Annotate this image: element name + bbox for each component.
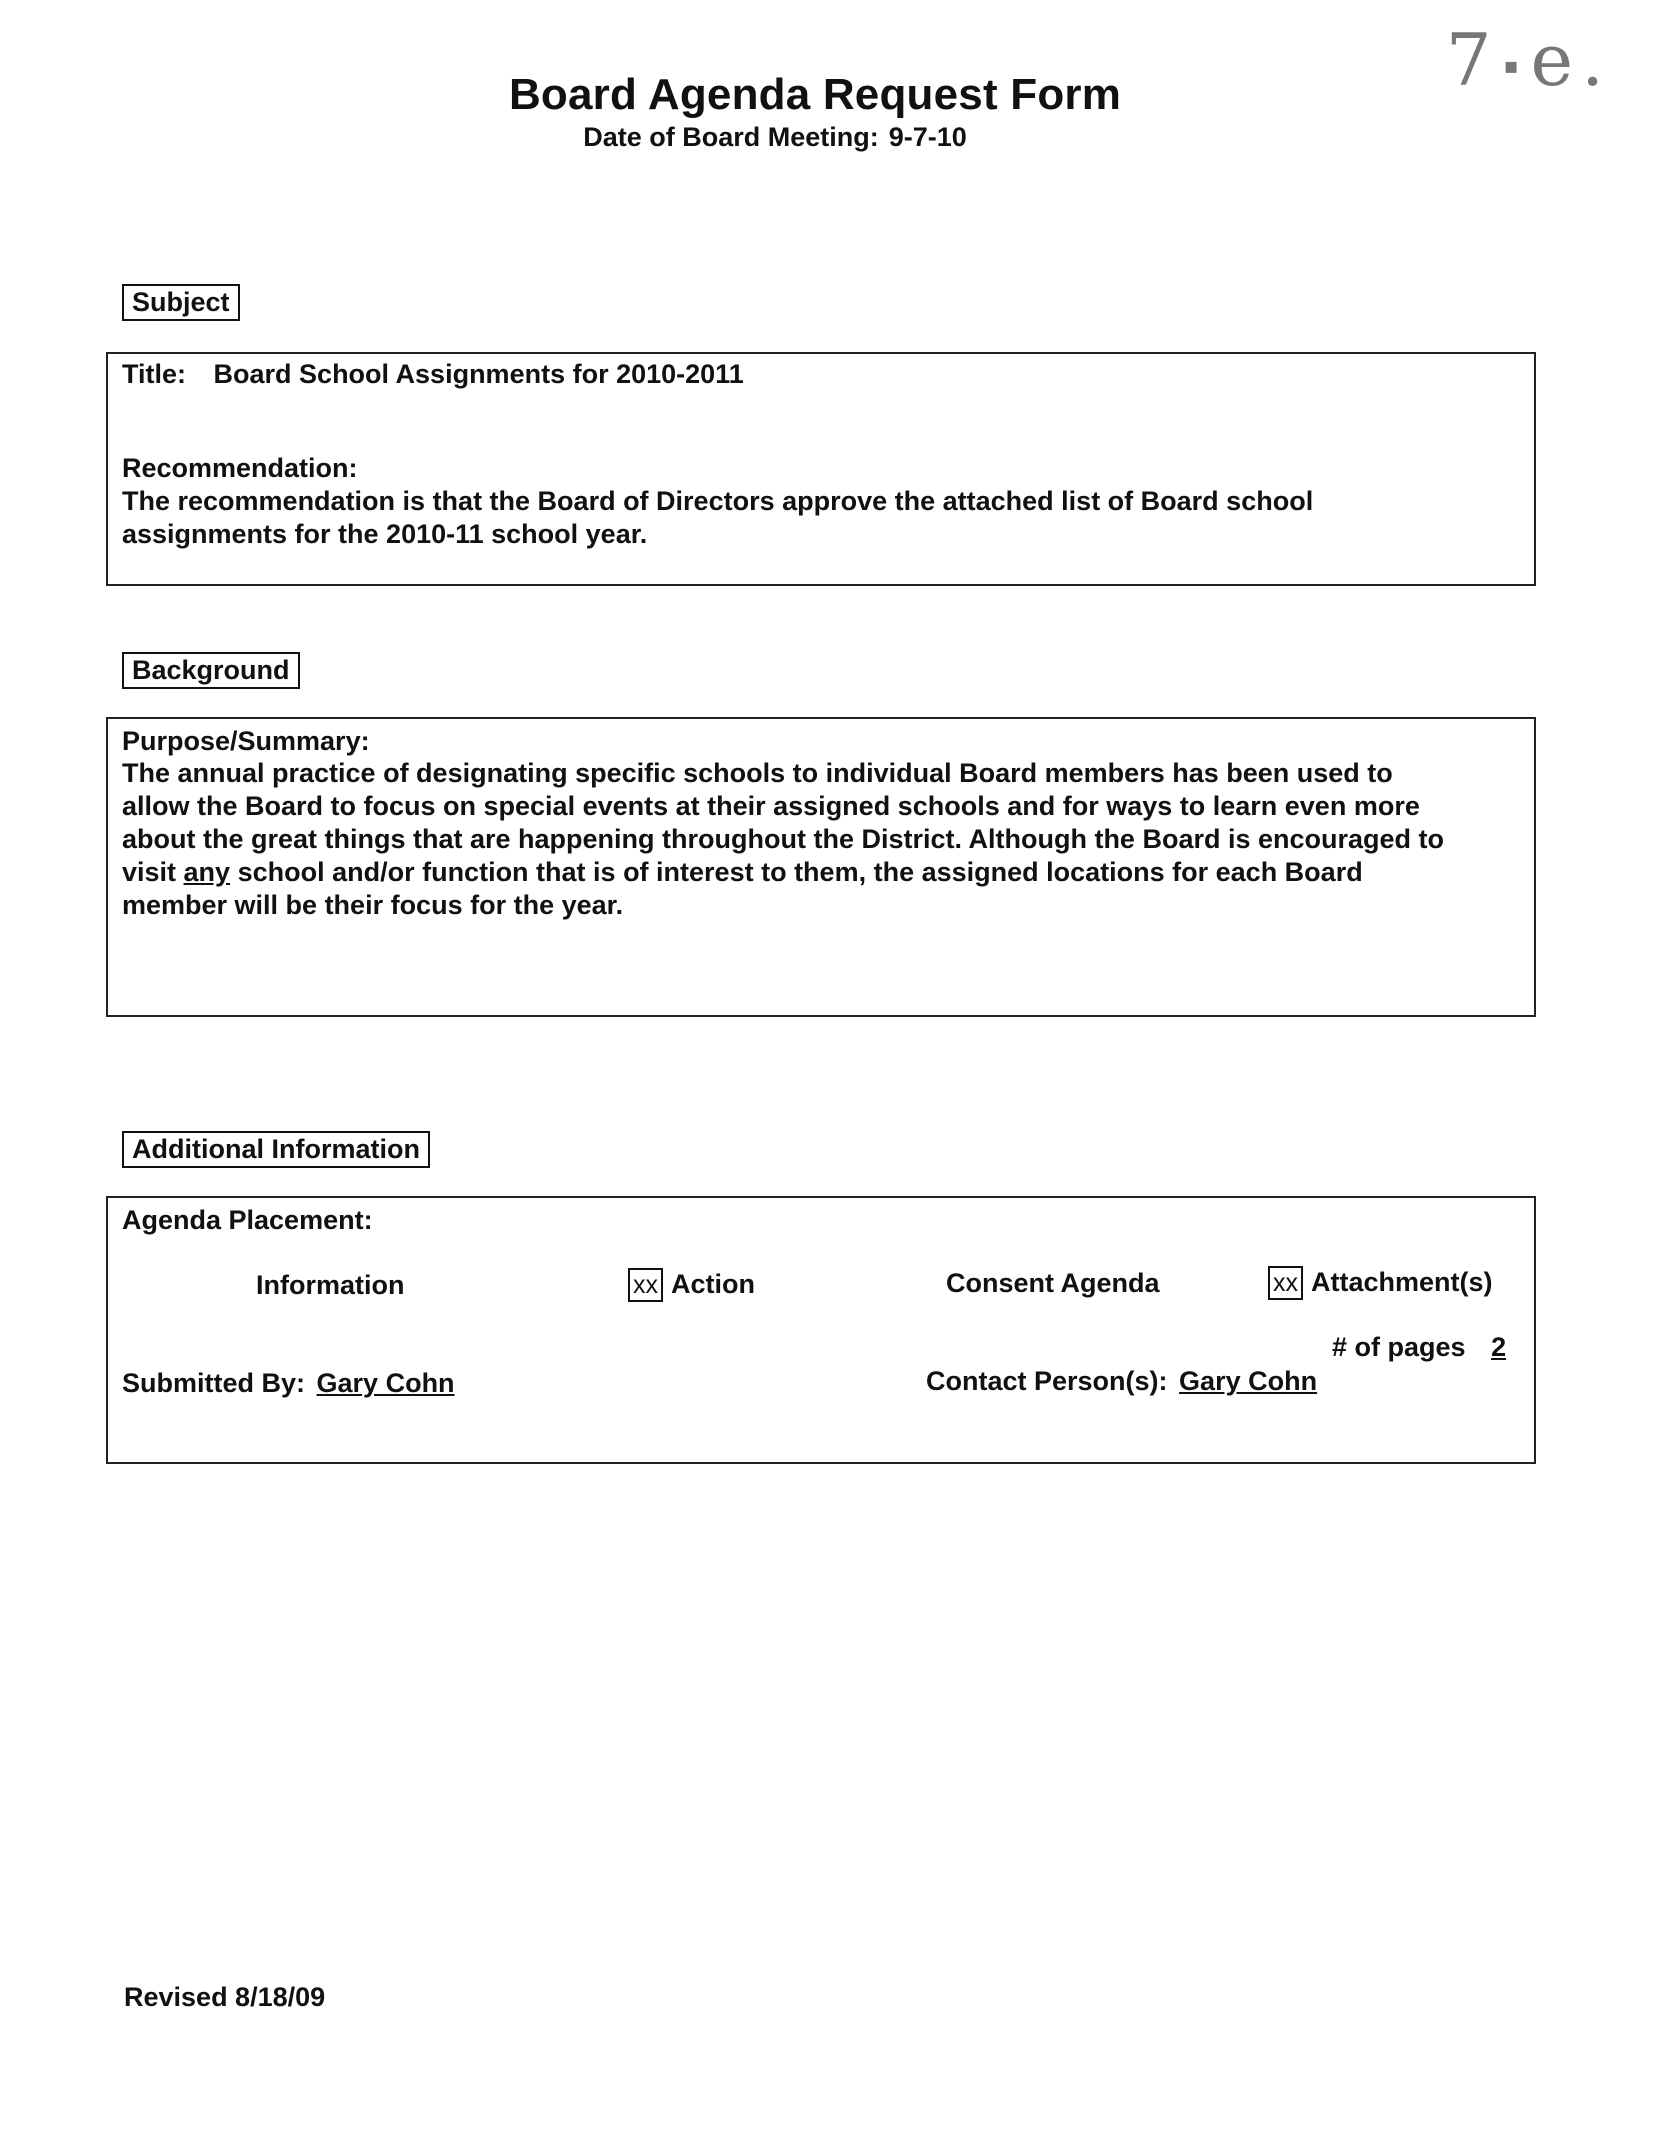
consent-agenda-option: Consent Agenda — [946, 1268, 1160, 1298]
submitted-by — [122, 1368, 455, 1399]
purpose-label: Purpose/Summary: — [122, 726, 370, 756]
purpose-line-1: The annual practice of designating specific schools to individual Board members has been used to — [122, 758, 1393, 788]
recommendation-label: Recommendation: — [122, 453, 358, 483]
submitted-label: Submitted By: — [122, 1368, 306, 1398]
purpose-line-3: about the great things that are happening throughout the District. Although the Board is encouraged to — [122, 824, 1444, 854]
pages-label: # of pages — [1332, 1332, 1466, 1362]
handwritten-sub: e. — [1530, 18, 1612, 102]
purpose-line-4-pre: visit — [122, 857, 184, 887]
information-option: Information — [256, 1270, 405, 1300]
handwritten-item-number — [1446, 18, 1612, 102]
contact-person — [926, 1366, 1317, 1397]
submitted-value: Gary Cohn — [316, 1368, 455, 1398]
contact-value: Gary Cohn — [1179, 1366, 1318, 1396]
contact-label: Contact Person(s): — [926, 1366, 1168, 1396]
subject-section-label: Subject — [122, 284, 240, 321]
action-label: Action — [671, 1269, 755, 1299]
revised-date: Revised 8/18/09 — [124, 1982, 326, 2012]
additional-box — [106, 1196, 1536, 1464]
action-option — [628, 1268, 755, 1302]
meeting-date-label: Date of Board Meeting: — [583, 122, 879, 152]
purpose-line-4-emphasis: any — [183, 857, 231, 887]
background-section-label: Background — [122, 652, 300, 689]
purpose-line-2: allow the Board to focus on special events at their assigned schools and for ways to learn even more — [122, 791, 1420, 821]
handwritten-dot-icon: ▪ — [1503, 53, 1527, 79]
attachment-checkbox[interactable]: xx — [1268, 1266, 1303, 1300]
pages-count — [1332, 1332, 1506, 1363]
agenda-placement-label: Agenda Placement: — [122, 1205, 373, 1235]
additional-section-label: Additional Information — [122, 1131, 430, 1168]
recommendation-line-1: The recommendation is that the Board of Directors approve the attached list of Board school — [122, 486, 1314, 516]
meeting-date-value: 9-7-10 — [888, 122, 967, 152]
attachment-label: Attachment(s) — [1311, 1267, 1493, 1297]
subject-box — [106, 352, 1536, 586]
title-value: Board School Assignments for 2010-2011 — [213, 359, 744, 389]
title-line — [122, 358, 744, 391]
form-title: Board Agenda Request Form — [508, 70, 1122, 119]
purpose-line-4-post: school and/or function that is of interest to them, the assigned locations for each Board — [230, 857, 1363, 887]
recommendation-line-2: assignments for the 2010-11 school year. — [122, 519, 648, 549]
action-checkbox[interactable]: xx — [628, 1268, 663, 1302]
background-box — [106, 717, 1536, 1017]
handwritten-item: 7 — [1445, 18, 1500, 102]
attachment-option — [1268, 1266, 1493, 1300]
title-label: Title: — [122, 359, 187, 389]
pages-value: 2 — [1491, 1332, 1507, 1362]
purpose-line-4 — [122, 856, 1363, 889]
meeting-date — [0, 122, 1550, 153]
purpose-line-5: member will be their focus for the year. — [122, 890, 624, 920]
